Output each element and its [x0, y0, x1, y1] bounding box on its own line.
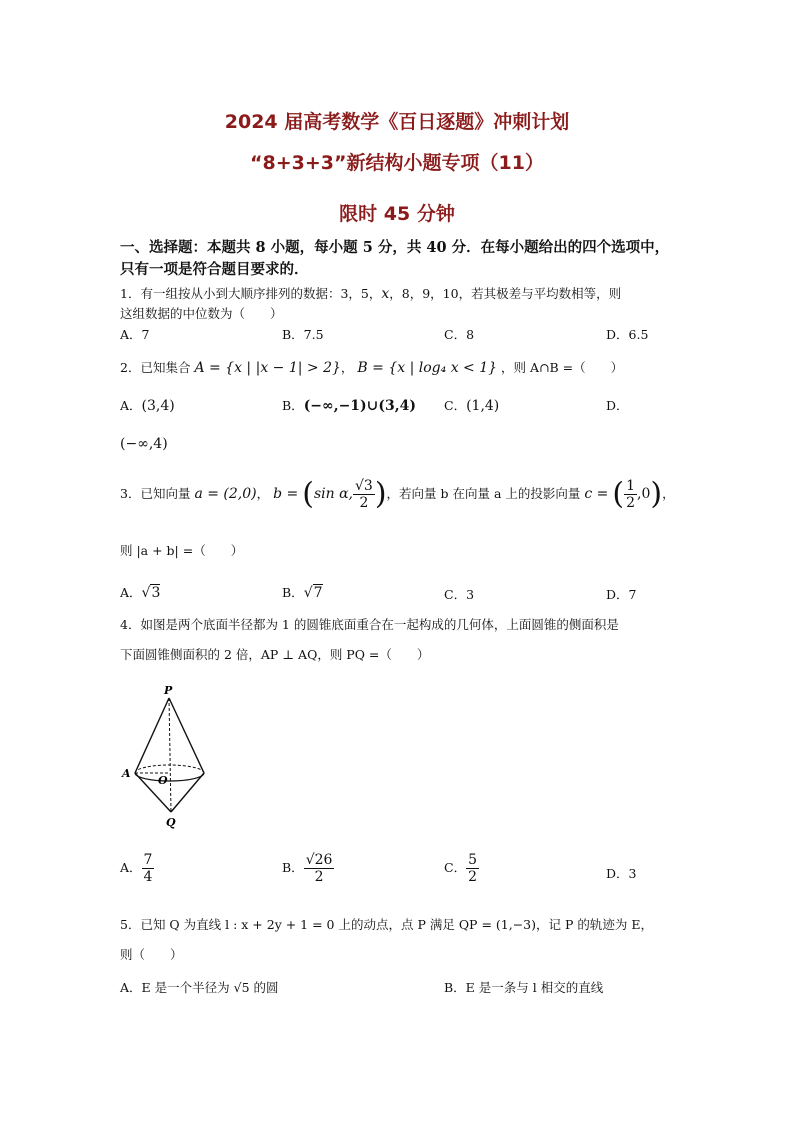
- q4-base-back: [135, 765, 204, 773]
- q2-option-c-value: (1,4): [466, 398, 500, 414]
- q1-text-b: ，8，9，10，若其极差与平均数相等，则: [389, 286, 622, 301]
- q5-option-b: B．E 是一条与 l 相交的直线: [444, 980, 604, 995]
- q3-c-numerator: 1: [626, 478, 636, 494]
- q4-label-a: A: [122, 767, 131, 780]
- q4-option-a-numerator: 7: [143, 852, 153, 868]
- q2-option-a-label: A．: [120, 398, 142, 413]
- q4-option-a-fraction: [142, 852, 155, 885]
- q3-option-a: [120, 583, 160, 601]
- q3-b-paren-close: ): [374, 476, 387, 512]
- q4-option-a-label: A．: [120, 860, 142, 875]
- q3-c-second: ,0: [637, 486, 651, 502]
- q3-c-fraction: [624, 478, 637, 511]
- q3-prefix: 3．已知向量: [120, 486, 191, 501]
- section-1-heading: 一、选择题：本题共 8 小题，每小题 5 分，共 40 分．在每小题给出的四个选项中，只有一项是符合题目要求的．: [120, 239, 670, 278]
- q4-option-b-label: B．: [282, 860, 304, 875]
- q4-option-d: D．3: [606, 866, 637, 881]
- q4-label-q: Q: [166, 816, 176, 829]
- q3-option-d: D．7: [606, 587, 637, 602]
- q5-line-1: 5．已知 Q 为直线 l : x + 2y + 1 = 0 上的动点，点 P 满足 QP = (1,−3)，记 P 的轨迹为 E，: [120, 917, 653, 932]
- q3-option-b-label: B．: [282, 585, 304, 600]
- q2-option-c: [444, 396, 499, 414]
- q4-option-c-fraction: [466, 852, 479, 885]
- q3-option-b: [282, 583, 323, 601]
- q5-line-2: 则（ ）: [120, 947, 183, 962]
- q3-b-first: sin α,: [313, 486, 353, 502]
- q3-vector-b-label: b =: [273, 486, 299, 502]
- q2-set-a: A = {x | |x − 1| > 2}: [194, 360, 341, 376]
- q2-set-b: B = {x | log₄ x < 1}: [357, 360, 498, 376]
- q4-edge-rq: [171, 773, 204, 812]
- q3-c-denominator: 2: [626, 495, 636, 511]
- q2-line: [120, 358, 623, 376]
- q2-option-a-value: (3,4): [141, 398, 175, 414]
- q4-axis: [169, 698, 171, 812]
- q4-option-b-denominator: 2: [314, 869, 324, 885]
- q4-option-b: [282, 852, 334, 885]
- q3-option-a-value: 3: [151, 585, 161, 601]
- q4-edge-pr: [169, 698, 204, 773]
- title-line-2: “8+3+3”新结构小题专项（11）: [250, 152, 544, 174]
- q1-var: x: [381, 286, 390, 302]
- q4-option-b-fraction: [304, 852, 335, 885]
- q3-option-b-value: 7: [313, 585, 323, 601]
- q3-b-fraction: [353, 478, 375, 511]
- q3-vector-c-label: c =: [584, 486, 609, 502]
- q2-option-a: [120, 396, 175, 414]
- q4-option-c-label: C．: [444, 860, 467, 875]
- q2-option-c-label: C．: [444, 398, 467, 413]
- q1-option-d: D．6.5: [606, 327, 649, 342]
- q4-label-o: O: [158, 774, 168, 787]
- q4-line-1: 4．如图是两个底面半径都为 1 的圆锥底面重合在一起构成的几何体，上面圆锥的侧面积是: [120, 617, 619, 632]
- q4-option-c-denominator: 2: [468, 869, 477, 885]
- q4-edge-pa: [135, 698, 169, 773]
- q1-option-c: C．8: [444, 327, 475, 342]
- q3-b-paren-open: (: [302, 476, 314, 512]
- q3-option-b-radical: √: [303, 585, 313, 601]
- q2-option-d-label: D．: [606, 398, 629, 413]
- q3-b-numerator: √3: [355, 478, 373, 494]
- q4-option-c-numerator: 5: [468, 852, 477, 868]
- q4-base-front: [135, 773, 204, 781]
- q3-option-a-label: A．: [120, 585, 142, 600]
- q3-option-c: C．3: [444, 587, 475, 602]
- q2-comma: ，: [340, 360, 354, 375]
- q4-option-c: [444, 852, 479, 885]
- q2-option-d-value: [120, 436, 168, 452]
- q4-option-a-denominator: 4: [143, 869, 153, 885]
- q3-c-paren-open: (: [612, 476, 625, 512]
- q2-option-b-label: B．: [282, 398, 304, 413]
- q3-option-a-radical: √: [141, 585, 151, 601]
- title-line-3: 限时 45 分钟: [339, 203, 455, 225]
- q1-option-b: B．7.5: [282, 327, 324, 342]
- q2-suffix: ，则 A∩B =（ ）: [501, 360, 624, 375]
- q4-option-a: [120, 852, 154, 885]
- q3-vector-a: a = (2,0): [194, 486, 257, 502]
- q2-option-b: [282, 396, 416, 414]
- q1-line-2: 这组数据的中位数为（ ）: [120, 306, 283, 321]
- q4-option-b-numerator: √26: [305, 852, 333, 868]
- q1-text-a: 1．有一组按从小到大顺序排列的数据：3，5，: [120, 286, 382, 301]
- q3-line-1: 3．已知向量 a = (2,0)， b = (sin α, $\frac{√3}{2}$ )，若向量 b 在向量 a 上的投影向量 c = ( $\frac{1}{2}$ ,0)，: [120, 476, 675, 512]
- q1-line-1: [120, 284, 621, 302]
- q3-middle: ，若向量 b 在向量 a 上的投影向量: [386, 486, 581, 501]
- q3-b-denominator: 2: [359, 495, 369, 511]
- q2-option-d-value-text: (−∞,4): [120, 436, 168, 452]
- q2-prefix: 2．已知集合: [120, 360, 191, 375]
- title-line-1: 2024 届高考数学《百日逐题》冲刺计划: [224, 111, 570, 133]
- q4-figure: [112, 680, 222, 830]
- q4-label-p: P: [164, 684, 173, 697]
- q3-c-paren-close: ): [650, 476, 663, 512]
- q2-option-b-value: (−∞,−1)∪(3,4): [303, 398, 417, 414]
- q1-option-a: A．7: [120, 327, 150, 342]
- q5-option-a: A．E 是一个半径为 √5 的圆: [120, 980, 279, 995]
- q4-line-2: 下面圆锥侧面积的 2 倍，AP ⊥ AQ，则 PQ =（ ）: [120, 647, 430, 662]
- q3-line-2: 则 |a + b| =（ ）: [120, 543, 244, 558]
